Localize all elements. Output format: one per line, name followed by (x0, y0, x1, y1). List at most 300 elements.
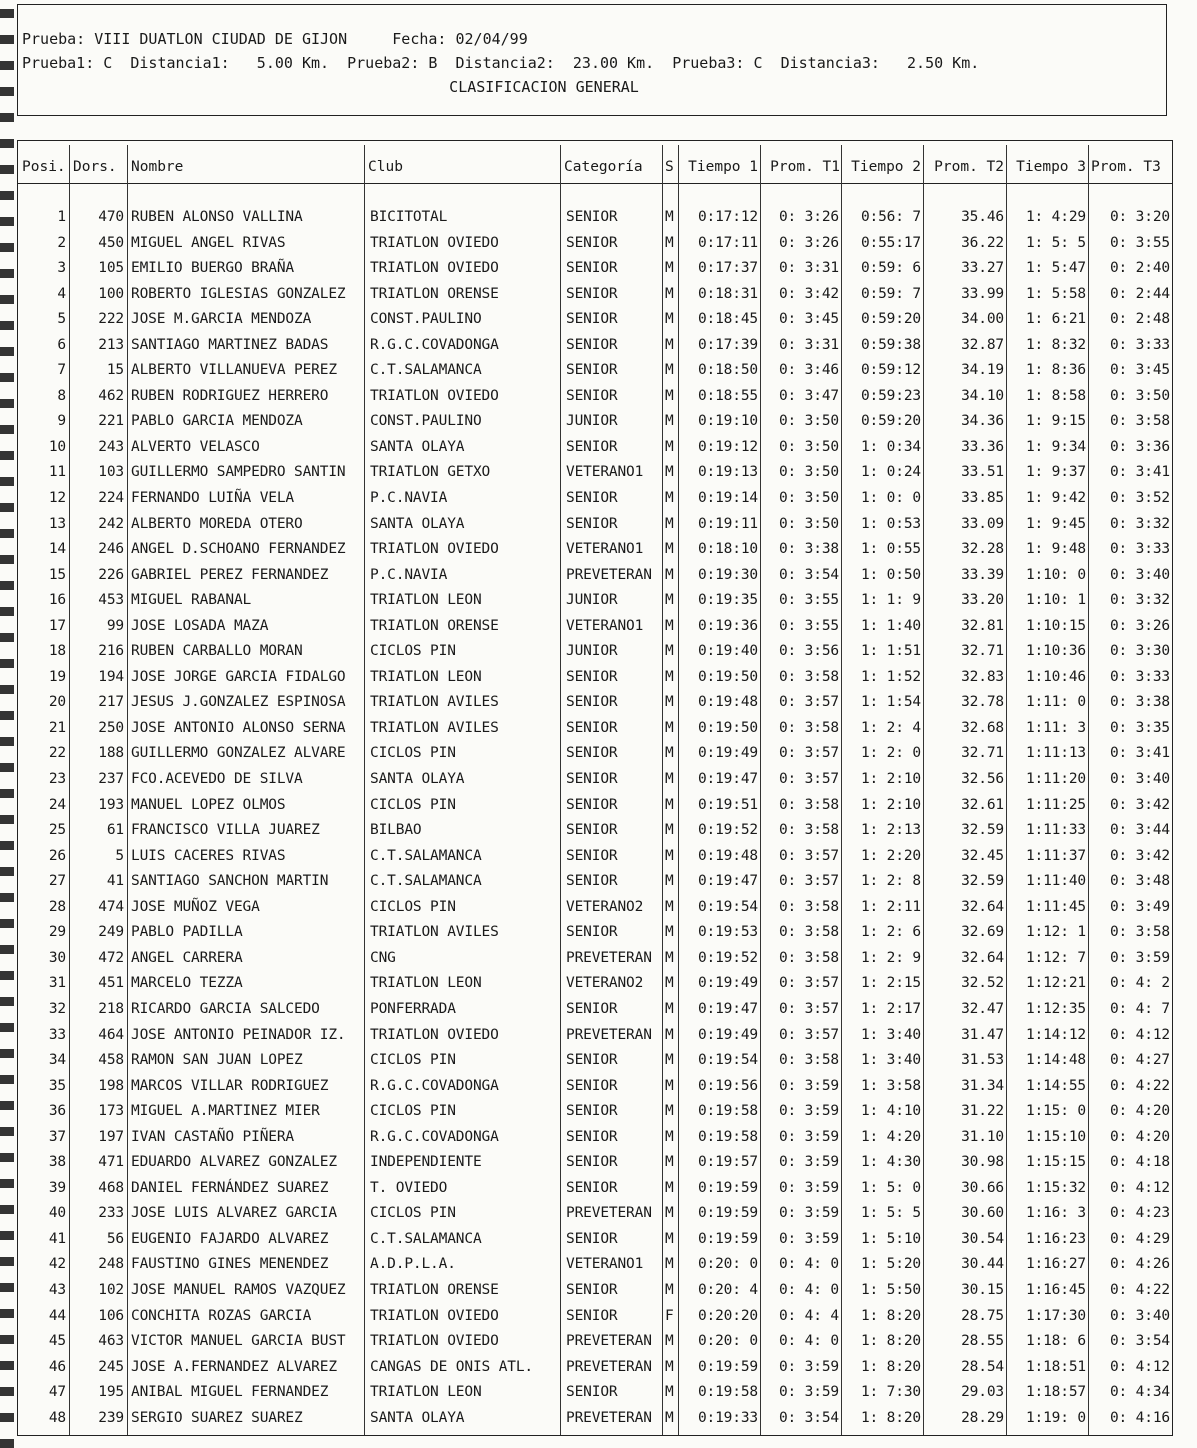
cell-nombre: MIGUEL ANGEL RIVAS (131, 234, 286, 251)
cell-tiempo3: 1: 9:37 (1025, 464, 1086, 481)
cell-prom1: 0: 3:59 (778, 1358, 839, 1375)
cell-nombre: EUGENIO FAJARDO ALVAREZ (131, 1230, 329, 1247)
col-header-club: Club (368, 159, 403, 175)
cell-dors: 472 (98, 949, 124, 966)
cell-sexo: M (665, 617, 674, 634)
cell-prom2: 31.10 (961, 1128, 1004, 1145)
cell-club: TRIATLON OVIEDO (370, 1307, 499, 1324)
cell-nombre: MIGUEL A.MARTINEZ MIER (131, 1103, 320, 1120)
cell-prom1: 0: 3:50 (778, 413, 839, 430)
cell-tiempo3: 1: 5: 5 (1025, 234, 1086, 251)
cell-prom2: 28.54 (961, 1358, 1004, 1375)
table-row (18, 1074, 1174, 1100)
cell-prom3: 0: 3:35 (1109, 719, 1170, 736)
cell-prom3: 0: 4:12 (1109, 1026, 1170, 1043)
cell-club: TRIATLON OVIEDO (370, 1026, 499, 1043)
cell-nombre: RUBEN CARBALLO MORAN (131, 643, 303, 660)
cell-sexo: M (665, 490, 674, 507)
cell-nombre: PABLO PADILLA (131, 924, 243, 941)
cell-sexo: M (665, 311, 674, 328)
cell-dors: 103 (98, 464, 124, 481)
cell-club: T. OVIEDO (370, 1179, 448, 1196)
cell-pos: 4 (57, 285, 66, 302)
cell-tiempo3: 1:11:25 (1025, 796, 1086, 813)
cell-dors: 106 (98, 1307, 124, 1324)
cell-tiempo3: 1:12:21 (1025, 975, 1086, 992)
cell-sexo: M (665, 1052, 674, 1069)
cell-dors: 173 (98, 1103, 124, 1120)
cell-club: A.D.P.L.A. (370, 1256, 456, 1273)
cell-tiempo1: 0:19:12 (697, 438, 758, 455)
cell-prom2: 33.36 (961, 438, 1004, 455)
cell-prom3: 0: 4:20 (1109, 1128, 1170, 1145)
cell-club: TRIATLON ORENSE (370, 285, 499, 302)
cell-prom2: 32.71 (961, 745, 1004, 762)
cell-pos: 29 (48, 924, 66, 941)
cell-sexo: F (665, 1307, 674, 1324)
cell-sexo: M (665, 362, 674, 379)
cell-tiempo3: 1:14:55 (1025, 1077, 1086, 1094)
cell-dors: 250 (98, 719, 124, 736)
cell-tiempo3: 1:15: 0 (1025, 1103, 1086, 1120)
cell-sexo: M (665, 1000, 674, 1017)
cell-prom1: 0: 3:57 (778, 745, 839, 762)
cell-pos: 42 (48, 1256, 66, 1273)
cell-pos: 17 (48, 617, 66, 634)
cell-dors: 237 (98, 771, 124, 788)
cell-prom2: 32.83 (961, 668, 1004, 685)
cell-prom1: 0: 3:45 (778, 311, 839, 328)
cell-tiempo1: 0:19:54 (697, 1052, 758, 1069)
cell-sexo: M (665, 771, 674, 788)
cell-categoria: VETERANO2 (566, 975, 644, 992)
cell-sexo: M (665, 336, 674, 353)
cell-tiempo1: 0:19:50 (697, 668, 758, 685)
cell-prom1: 0: 3:26 (778, 209, 839, 225)
col-header-nombre: Nombre (131, 159, 184, 175)
classification-title: CLASIFICACION GENERAL (449, 78, 639, 96)
cell-tiempo3: 1: 8:58 (1025, 387, 1086, 404)
cell-nombre: ANIBAL MIGUEL FERNANDEZ (131, 1384, 329, 1401)
cell-nombre: CONCHITA ROZAS GARCIA (131, 1307, 312, 1324)
cell-nombre: PABLO GARCIA MENDOZA (131, 413, 303, 430)
cell-club: C.T.SALAMANCA (370, 873, 482, 890)
cell-prom1: 0: 4: 0 (778, 1333, 839, 1350)
cell-pos: 13 (48, 515, 66, 532)
cell-prom2: 32.81 (961, 617, 1004, 634)
cell-dors: 198 (98, 1077, 124, 1094)
cell-dors: 458 (98, 1052, 124, 1069)
cell-prom1: 0: 3:58 (778, 719, 839, 736)
cell-categoria: SENIOR (566, 515, 618, 532)
cell-club: TRIATLON AVILES (370, 924, 499, 941)
cell-club: R.G.C.COVADONGA (370, 336, 499, 353)
cell-tiempo1: 0:19:49 (697, 975, 758, 992)
cell-sexo: M (665, 234, 674, 251)
cell-prom2: 31.34 (961, 1077, 1004, 1094)
cell-dors: 56 (106, 1230, 124, 1247)
table-row (18, 1380, 1174, 1406)
cell-sexo: M (665, 260, 674, 277)
cell-club: CONST.PAULINO (370, 311, 482, 328)
cell-tiempo2: 1: 8:20 (860, 1333, 921, 1350)
cell-tiempo3: 1: 9:15 (1025, 413, 1086, 430)
cell-sexo: M (665, 541, 674, 558)
cell-nombre: DANIEL FERNÁNDEZ SUAREZ (131, 1179, 329, 1196)
cell-pos: 20 (48, 694, 66, 711)
cell-nombre: JOSE A.FERNANDEZ ALVAREZ (131, 1358, 337, 1375)
cell-nombre: JOSE JORGE GARCIA FIDALGO (131, 668, 346, 685)
cell-nombre: EMILIO BUERGO BRAÑA (131, 260, 295, 277)
cell-club: P.C.NAVIA (370, 490, 448, 507)
cell-nombre: JOSE MANUEL RAMOS VAZQUEZ (131, 1281, 346, 1298)
cell-dors: 239 (98, 1409, 124, 1426)
cell-tiempo3: 1: 9:48 (1025, 541, 1086, 558)
cell-dors: 194 (98, 668, 124, 685)
cell-tiempo3: 1:11:13 (1025, 745, 1086, 762)
cell-prom2: 34.36 (961, 413, 1004, 430)
cell-pos: 30 (48, 949, 66, 966)
cell-prom2: 29.03 (961, 1384, 1004, 1401)
col-header-tiempo2: Tiempo 2 (851, 159, 921, 175)
cell-tiempo3: 1: 9:45 (1025, 515, 1086, 532)
table-row (18, 205, 1174, 231)
cell-prom1: 0: 3:38 (778, 541, 839, 558)
spiral-binding (0, 0, 14, 1448)
cell-prom2: 32.71 (961, 643, 1004, 660)
table-row (18, 818, 1174, 844)
cell-prom3: 0: 4:23 (1109, 1205, 1170, 1222)
cell-dors: 464 (98, 1026, 124, 1043)
cell-sexo: M (665, 1179, 674, 1196)
cell-categoria: SENIOR (566, 719, 618, 736)
cell-prom3: 0: 3:40 (1109, 566, 1170, 583)
cell-club: C.T.SALAMANCA (370, 847, 482, 864)
table-row (18, 358, 1174, 384)
col-header-tiempo1: Tiempo 1 (688, 159, 758, 175)
cell-club: SANTA OLAYA (370, 771, 465, 788)
cell-prom3: 0: 3:42 (1109, 847, 1170, 864)
cell-nombre: RUBEN ALONSO VALLINA (131, 209, 303, 225)
cell-prom3: 0: 3:59 (1109, 949, 1170, 966)
cell-categoria: SENIOR (566, 822, 618, 839)
cell-pos: 23 (48, 771, 66, 788)
cell-tiempo1: 0:19:58 (697, 1103, 758, 1120)
cell-prom3: 0: 4:22 (1109, 1077, 1170, 1094)
table-row (18, 639, 1174, 665)
cell-tiempo3: 1:10:46 (1025, 668, 1086, 685)
cell-nombre: FAUSTINO GINES MENENDEZ (131, 1256, 329, 1273)
cell-tiempo2: 1: 0:53 (860, 515, 921, 532)
cell-tiempo2: 1: 0:50 (860, 566, 921, 583)
cell-prom3: 0: 4:26 (1109, 1256, 1170, 1273)
cell-nombre: SANTIAGO SANCHON MARTIN (131, 873, 329, 890)
cell-sexo: M (665, 1026, 674, 1043)
cell-prom1: 0: 3:55 (778, 617, 839, 634)
cell-prom2: 31.22 (961, 1103, 1004, 1120)
cell-sexo: M (665, 1205, 674, 1222)
cell-sexo: M (665, 1256, 674, 1273)
cell-club: P.C.NAVIA (370, 566, 448, 583)
cell-prom2: 33.20 (961, 592, 1004, 609)
table-row (18, 1125, 1174, 1151)
cell-categoria: SENIOR (566, 1103, 618, 1120)
cell-sexo: M (665, 694, 674, 711)
cell-pos: 39 (48, 1179, 66, 1196)
cell-prom3: 0: 4:12 (1109, 1179, 1170, 1196)
cell-nombre: JOSE LOSADA MAZA (131, 617, 269, 634)
table-row (18, 665, 1174, 691)
cell-pos: 18 (48, 643, 66, 660)
cell-tiempo2: 1: 0:34 (860, 438, 921, 455)
col-header-prom3: Prom. T3 (1091, 159, 1161, 175)
cell-tiempo1: 0:19:59 (697, 1230, 758, 1247)
cell-nombre: FRANCISCO VILLA JUAREZ (131, 822, 320, 839)
cell-prom1: 0: 3:42 (778, 285, 839, 302)
cell-tiempo3: 1:12: 1 (1025, 924, 1086, 941)
cell-categoria: SENIOR (566, 336, 618, 353)
cell-nombre: SANTIAGO MARTINEZ BADAS (131, 336, 329, 353)
cell-tiempo2: 1: 2:15 (860, 975, 921, 992)
cell-categoria: SENIOR (566, 847, 618, 864)
cell-pos: 6 (57, 336, 66, 353)
cell-prom2: 33.85 (961, 490, 1004, 507)
cell-club: SANTA OLAYA (370, 515, 465, 532)
cell-tiempo2: 1: 8:20 (860, 1358, 921, 1375)
cell-tiempo2: 1: 2:10 (860, 796, 921, 813)
cell-tiempo3: 1:10:15 (1025, 617, 1086, 634)
cell-dors: 471 (98, 1154, 124, 1171)
cell-categoria: SENIOR (566, 745, 618, 762)
cell-dors: 243 (98, 438, 124, 455)
cell-prom3: 0: 3:40 (1109, 771, 1170, 788)
cell-prom2: 34.19 (961, 362, 1004, 379)
event-header (17, 4, 1167, 116)
cell-dors: 249 (98, 924, 124, 941)
table-row (18, 869, 1174, 895)
cell-dors: 468 (98, 1179, 124, 1196)
cell-prom2: 28.29 (961, 1409, 1004, 1426)
cell-prom2: 32.59 (961, 822, 1004, 839)
cell-tiempo2: 1: 8:20 (860, 1307, 921, 1324)
cell-club: CICLOS PIN (370, 898, 456, 915)
cell-nombre: LUIS CACERES RIVAS (131, 847, 286, 864)
cell-nombre: FCO.ACEVEDO DE SILVA (131, 771, 303, 788)
cell-sexo: M (665, 898, 674, 915)
cell-prom1: 0: 3:59 (778, 1103, 839, 1120)
table-row (18, 537, 1174, 563)
cell-club: CICLOS PIN (370, 1052, 456, 1069)
cell-pos: 1 (57, 209, 66, 225)
cell-tiempo2: 0:59:20 (860, 413, 921, 430)
cell-sexo: M (665, 1384, 674, 1401)
cell-prom2: 33.39 (961, 566, 1004, 583)
cell-dors: 99 (106, 617, 124, 634)
cell-tiempo2: 1: 2:17 (860, 1000, 921, 1017)
cell-prom2: 30.60 (961, 1205, 1004, 1222)
table-row (18, 512, 1174, 538)
table-row (18, 1227, 1174, 1253)
cell-tiempo1: 0:19:14 (697, 490, 758, 507)
cell-tiempo3: 1:15:15 (1025, 1154, 1086, 1171)
cell-tiempo3: 1: 5:47 (1025, 260, 1086, 277)
cell-tiempo2: 0:59:23 (860, 387, 921, 404)
cell-dors: 61 (106, 822, 124, 839)
cell-prom1: 0: 3:55 (778, 592, 839, 609)
cell-categoria: VETERANO1 (566, 1256, 644, 1273)
cell-club: SANTA OLAYA (370, 438, 465, 455)
cell-nombre: EDUARDO ALVAREZ GONZALEZ (131, 1154, 337, 1171)
cell-dors: 463 (98, 1333, 124, 1350)
cell-club: BILBAO (370, 822, 422, 839)
cell-sexo: M (665, 285, 674, 302)
cell-prom2: 30.44 (961, 1256, 1004, 1273)
cell-prom2: 33.09 (961, 515, 1004, 532)
table-row (18, 741, 1174, 767)
table-row (18, 333, 1174, 359)
cell-nombre: ALBERTO VILLANUEVA PEREZ (131, 362, 337, 379)
cell-nombre: JOSE M.GARCIA MENDOZA (131, 311, 312, 328)
cell-club: SANTA OLAYA (370, 1409, 465, 1426)
cell-sexo: M (665, 1409, 674, 1426)
cell-sexo: M (665, 847, 674, 864)
cell-club: TRIATLON OVIEDO (370, 1333, 499, 1350)
cell-nombre: SERGIO SUAREZ SUAREZ (131, 1409, 303, 1426)
cell-prom2: 34.10 (961, 387, 1004, 404)
cell-club: CICLOS PIN (370, 745, 456, 762)
cell-prom1: 0: 3:59 (778, 1077, 839, 1094)
cell-tiempo3: 1: 4:29 (1025, 209, 1086, 225)
cell-tiempo3: 1: 8:36 (1025, 362, 1086, 379)
cell-prom3: 0: 3:33 (1109, 668, 1170, 685)
cell-prom3: 0: 3:44 (1109, 822, 1170, 839)
table-row (18, 486, 1174, 512)
cell-pos: 34 (48, 1052, 66, 1069)
cell-tiempo1: 0:19:36 (697, 617, 758, 634)
table-row (18, 614, 1174, 640)
cell-tiempo1: 0:17:37 (697, 260, 758, 277)
cell-prom1: 0: 3:59 (778, 1128, 839, 1145)
cell-prom3: 0: 3:41 (1109, 745, 1170, 762)
cell-nombre: ALVERTO VELASCO (131, 438, 260, 455)
cell-categoria: VETERANO1 (566, 541, 644, 558)
cell-nombre: MIGUEL RABANAL (131, 592, 252, 609)
cell-prom1: 0: 3:58 (778, 949, 839, 966)
cell-prom3: 0: 4:29 (1109, 1230, 1170, 1247)
cell-prom2: 32.59 (961, 873, 1004, 890)
table-row (18, 997, 1174, 1023)
cell-tiempo2: 1: 3:40 (860, 1026, 921, 1043)
cell-prom3: 0: 4:27 (1109, 1052, 1170, 1069)
cell-prom1: 0: 3:57 (778, 1026, 839, 1043)
cell-categoria: SENIOR (566, 1384, 618, 1401)
table-row (18, 716, 1174, 742)
cell-prom2: 32.28 (961, 541, 1004, 558)
cell-nombre: JESUS J.GONZALEZ ESPINOSA (131, 694, 346, 711)
cell-sexo: M (665, 387, 674, 404)
cell-tiempo1: 0:19:57 (697, 1154, 758, 1171)
cell-prom2: 36.22 (961, 234, 1004, 251)
cell-tiempo2: 0:59: 6 (860, 260, 921, 277)
cell-tiempo2: 1: 5: 0 (860, 1179, 921, 1196)
cell-dors: 5 (115, 847, 124, 864)
cell-nombre: JOSE ANTONIO ALONSO SERNA (131, 719, 346, 736)
cell-club: TRIATLON LEON (370, 668, 482, 685)
cell-prom3: 0: 3:54 (1109, 1333, 1170, 1350)
cell-tiempo1: 0:19:51 (697, 796, 758, 813)
cell-tiempo3: 1:11:33 (1025, 822, 1086, 839)
cell-tiempo3: 1:14:12 (1025, 1026, 1086, 1043)
table-row (18, 460, 1174, 486)
cell-prom2: 33.27 (961, 260, 1004, 277)
table-row (18, 971, 1174, 997)
cell-categoria: SENIOR (566, 1230, 618, 1247)
cell-dors: 105 (98, 260, 124, 277)
cell-pos: 10 (48, 438, 66, 455)
cell-tiempo2: 1: 7:30 (860, 1384, 921, 1401)
col-header-prom1: Prom. T1 (770, 159, 840, 175)
cell-pos: 2 (57, 234, 66, 251)
cell-tiempo3: 1:18:57 (1025, 1384, 1086, 1401)
cell-prom1: 0: 3:58 (778, 668, 839, 685)
table-row (18, 435, 1174, 461)
table-row (18, 920, 1174, 946)
cell-tiempo3: 1:19: 0 (1025, 1409, 1086, 1426)
cell-tiempo3: 1:10: 0 (1025, 566, 1086, 583)
cell-club: TRIATLON LEON (370, 592, 482, 609)
cell-categoria: SENIOR (566, 1281, 618, 1298)
cell-prom1: 0: 4: 0 (778, 1256, 839, 1273)
cell-prom1: 0: 3:59 (778, 1179, 839, 1196)
cell-club: TRIATLON ORENSE (370, 1281, 499, 1298)
table-row (18, 282, 1174, 308)
cell-pos: 7 (57, 362, 66, 379)
cell-tiempo3: 1:12: 7 (1025, 949, 1086, 966)
table-row (18, 690, 1174, 716)
cell-prom1: 0: 3:57 (778, 975, 839, 992)
results-table (17, 140, 1173, 1436)
cell-tiempo2: 0:59: 7 (860, 285, 921, 302)
cell-tiempo2: 0:55:17 (860, 234, 921, 251)
cell-dors: 226 (98, 566, 124, 583)
col-header-prom2: Prom. T2 (934, 159, 1004, 175)
cell-tiempo2: 1: 8:20 (860, 1409, 921, 1426)
cell-categoria: PREVETERAN (566, 1205, 652, 1222)
cell-prom3: 0: 3:50 (1109, 387, 1170, 404)
cell-club: TRIATLON ORENSE (370, 617, 499, 634)
cell-dors: 450 (98, 234, 124, 251)
cell-dors: 102 (98, 1281, 124, 1298)
cell-tiempo2: 1: 1:54 (860, 694, 921, 711)
cell-nombre: FERNANDO LUIÑA VELA (131, 490, 295, 507)
cell-categoria: SENIOR (566, 234, 618, 251)
cell-prom3: 0: 2:40 (1109, 260, 1170, 277)
cell-nombre: RAMON SAN JUAN LOPEZ (131, 1052, 303, 1069)
cell-dors: 15 (106, 362, 124, 379)
cell-club: BICITOTAL (370, 209, 448, 225)
cell-tiempo2: 1: 2: 6 (860, 924, 921, 941)
cell-tiempo3: 1:11: 0 (1025, 694, 1086, 711)
results-rows (18, 205, 1174, 1431)
cell-prom1: 0: 3:50 (778, 490, 839, 507)
cell-tiempo2: 0:59:12 (860, 362, 921, 379)
cell-dors: 242 (98, 515, 124, 532)
cell-tiempo1: 0:19:10 (697, 413, 758, 430)
cell-dors: 193 (98, 796, 124, 813)
cell-prom1: 0: 3:59 (778, 1384, 839, 1401)
cell-pos: 35 (48, 1077, 66, 1094)
cell-pos: 28 (48, 898, 66, 915)
